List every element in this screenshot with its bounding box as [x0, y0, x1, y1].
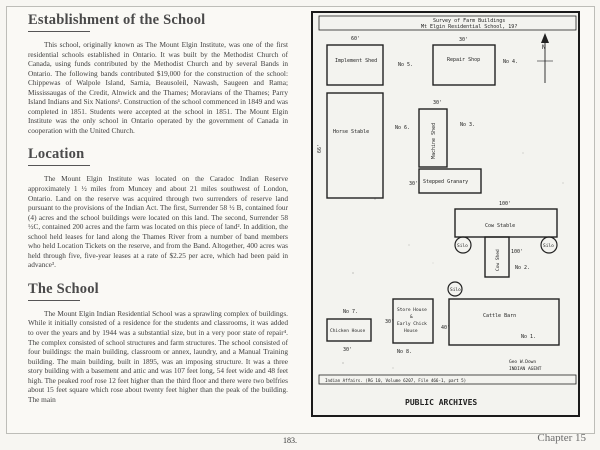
horse-stable-number: No 6. [395, 125, 411, 131]
repair-shop-outline [433, 45, 495, 85]
store-house-outline [393, 299, 433, 343]
cow-stable-label: Cow Stable [485, 223, 516, 229]
store-house-amp: & [410, 315, 413, 320]
machine-shed-number: No 3. [460, 122, 476, 128]
dim-label: 66' [317, 143, 323, 153]
horse-stable-outline [327, 93, 383, 198]
site-plan-scan [311, 11, 580, 417]
repair-shop-number: No 4. [503, 59, 519, 65]
signature-name: Geo W.Down [509, 360, 537, 365]
cattle-barn-number: No 1. [521, 334, 537, 340]
machine-shed-label: Machine Shed [431, 122, 437, 159]
dim-label: 40' [441, 325, 451, 331]
implement-shed-outline [327, 45, 383, 85]
cattle-barn-label: Cattle Barn [483, 313, 517, 319]
paragraph-school: The Mount Elgin Indian Residential School was a sprawling complex of buildings. While it initially consisted of a residence for the students and classrooms, it was added to over the years and by 1944 was a substantial size, but in a very poor state of repair⁴. The complex consisted of school structures and farm structures. The school consisted of four buildings: the main building, classroom or annex, laundry, and a Manual Training building. The main building, built in 1895, was an imposing structure. It was a three story building with a basement and attic and was 107 feet long, 54 feet wide and 48 feet high. The peaked roof rose 12 feet higher than the third floor and there were two belfries about 15 feet square which rose about twenty feet higher than the peak of the building. The main [28, 308, 288, 404]
heading-establishment: Establishment of the School [28, 12, 206, 28]
heading-school: The School [28, 280, 99, 297]
page-number: 183. [283, 436, 297, 445]
implement-shed-number: No 5. [398, 62, 414, 68]
section-location [28, 145, 288, 166]
dim-label: 100' [511, 249, 524, 255]
early-house-label: House [404, 329, 418, 334]
site-plan-drawing [313, 13, 582, 419]
section-school [28, 280, 288, 301]
cow-shed-label: Cow Shed [496, 249, 501, 271]
heading-rule [28, 300, 80, 301]
chicken-house-label: Chicken House [330, 329, 366, 334]
chicken-house-number: No 7. [343, 309, 359, 315]
heading-rule [28, 31, 90, 32]
heading-rule [28, 165, 90, 166]
plan-title-1: Survey of Farm Buildings [433, 18, 506, 24]
horse-stable-label: Horse Stable [333, 129, 370, 135]
granary-label: Stepped Granary [423, 179, 469, 185]
text-column [28, 11, 288, 404]
cattle-barn-outline [449, 299, 559, 345]
early-chick-label: Early Chick [397, 322, 427, 327]
silo-right-label: Silo [543, 244, 554, 249]
public-archives-stamp: PUBLIC ARCHIVES [405, 398, 478, 407]
dim-label: 30' [385, 319, 395, 325]
dim-label: 30' [409, 181, 419, 187]
dim-label: 100' [499, 201, 512, 207]
dim-label: 60' [351, 36, 361, 42]
silo-left-label: Silo [457, 244, 468, 249]
dim-label: 30' [433, 100, 443, 106]
paragraph-establishment: This school, originally known as The Mount Elgin Institute, was one of the first residential schools established in Ontario. It was built by the Methodist Church of Canada, using funds contributed by the Methodist Church and by several Bands in Ontario. The following bands contributed $19,000 for the construction of the school: Chippewas of Walpole Island, Sarnia, Beausoleil, Nawash, Saugeen and Rama; Mississaugas of the Credit, Alnwick and the Thames; Moravians of the Thames; Parry Island Indians and Six Nations¹. Construction of the school commenced in 1849 and was completed in 1851. Students were accepted at the school in 1851. The Mount Elgin Institute was the only school in Ontario operated by the government of Canada in cooperation with the United Church. [28, 40, 288, 135]
chapter-label: Chapter 15 [537, 432, 586, 444]
section-establishment [28, 11, 288, 32]
store-house-label: Store House [397, 308, 427, 313]
compass-north-label: N [542, 44, 546, 51]
repair-shop-label: Repair Shop [447, 57, 481, 63]
dim-label: 30' [343, 347, 353, 353]
cow-shed-number: No 2. [515, 265, 531, 271]
dim-label: 30' [459, 37, 469, 43]
signature-title: INDIAN AGENT [509, 367, 542, 372]
paragraph-location: The Mount Elgin Institute was located on the Caradoc Indian Reserve approximately 1 ½ miles from Muncey and about 21 miles southwest of London, Ontario. Land on the reserve was acquired through two surrenders of reserve land pursuant to the provisions of the Indian Act. The first, Surrender 58 ½ B, contained four (4) acres and the school buildings were located on this land. The second, Surrender 58 ½C, contained 200 acres and the farm was located on this piece of land². In addition, the school held leases for land along the Thames River from a number of band members who held Location Tickets on the reserve, and from the Band. Altogether, 400 acres was held through five, five-year leases at a rate of $2.25 per acre, which had been paid in advance³. [28, 174, 288, 270]
heading-location: Location [28, 146, 85, 163]
archive-reference: Indian Affairs. (RG 10, Volume 6207, File 466-1, part 5) [325, 378, 467, 383]
plan-title-2: Mt Elgin Residential School, 19? [421, 24, 518, 30]
compass-arrow-icon [541, 33, 549, 43]
store-house-number: No 8. [397, 349, 413, 355]
silo-bottom-label: Silo [450, 288, 461, 293]
implement-shed-label: Implement Shed [335, 58, 378, 64]
